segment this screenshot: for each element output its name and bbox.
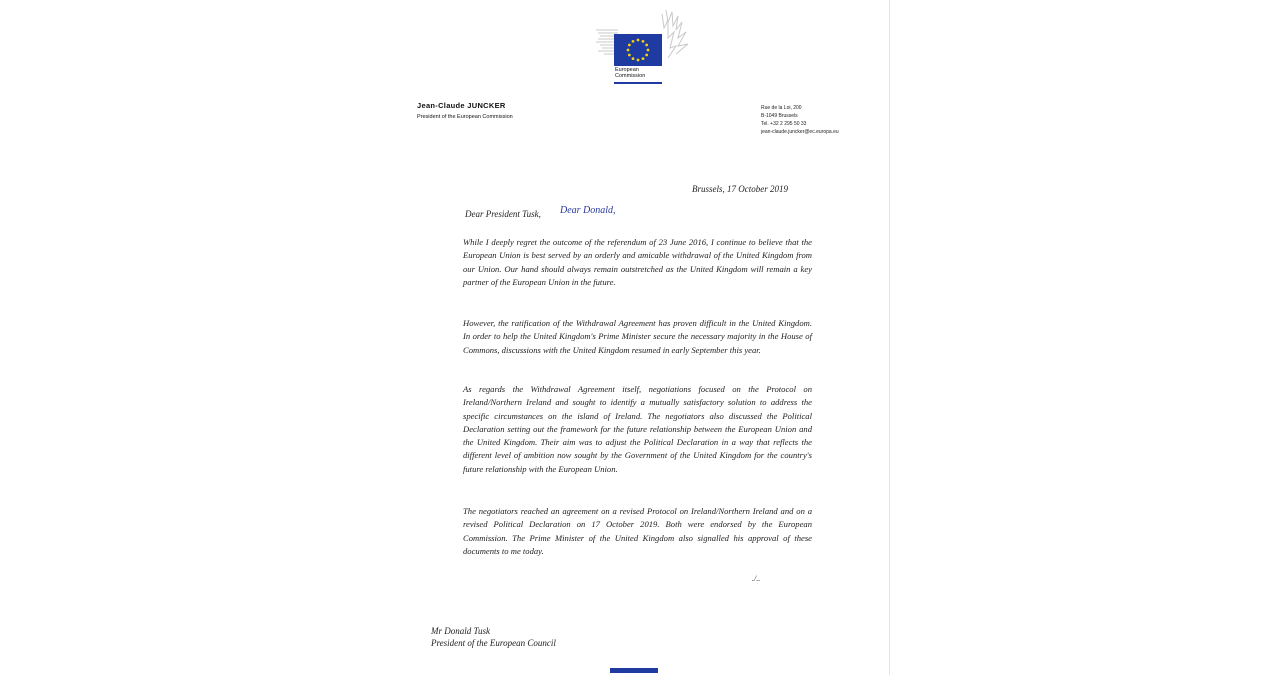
european-commission-logo [590, 8, 694, 82]
recipient-block [431, 625, 556, 649]
recipient-name: Mr Donald Tusk [431, 626, 491, 636]
flag-star [647, 49, 650, 52]
flag-star [628, 54, 631, 57]
sender-address [761, 104, 839, 136]
flag-star [637, 39, 640, 42]
paragraph-4: The negotiators reached an agreement on a revised Protocol on Ireland/Northern Ireland and on a revised Political Declaration on 17 October 2019. Both were endorsed by the European Commission. The Prime Minister of the United Kingdom also signalled his approval of these documents to me today. [463, 506, 812, 556]
flag-star [632, 40, 635, 43]
continuation-mark: ./.. [752, 574, 761, 583]
address-email: jean-claude.juncker@ec.europa.eu [761, 129, 839, 135]
flag-star [632, 57, 635, 60]
address-line-2: B-1049 Brussels [761, 113, 798, 119]
flag-star [642, 57, 645, 60]
handwritten-greeting: Dear Donald, [560, 205, 616, 216]
paragraph-2: However, the ratification of the Withdrawal Agreement has proven difficult in the United Kingdom. In order to help the United Kingdom's Prime Minister secure the necessary majority in the House of Commons, discussions with the United Kingdom resumed in early September this year. [463, 318, 812, 355]
flag-star [627, 49, 630, 52]
paragraph-3: As regards the Withdrawal Agreement itself, negotiations focused on the Protocol on Ireland/Northern Ireland and sought to identify a mutually satisfactory solution to address the specific circumstances on the island of Ireland. The negotiators also discussed the Political Declaration setting out the framework for the future relationship between the European Union and the United Kingdom. Their aim was to adjust the Political Declaration in a way that reflects the different level of ambition now sought by the Government of the United Kingdom for the country's future relationship with the European Union. [463, 384, 812, 474]
letter-date: Brussels, 17 October 2019 [692, 184, 788, 194]
logo-line-1: European [615, 67, 639, 73]
logo-line-2: Commission [615, 73, 646, 79]
logo-text [615, 67, 645, 79]
salutation: Dear President Tusk, [465, 209, 541, 219]
flag-star [628, 44, 631, 47]
sender-role: President of the European Commission [417, 114, 513, 120]
page-edge [889, 0, 890, 675]
recipient-role: President of the European Council [431, 638, 556, 648]
paragraph-1: While I deeply regret the outcome of the referendum of 23 June 2016, I continue to believe that the European Union is best served by an orderly and amicable withdrawal of the United Kingdom from our Union. Our hand should always remain outstretched as the United Kingdom will remain a key partner of the European Union in the future. [463, 237, 812, 287]
eu-flag-icon [614, 34, 662, 66]
logo-underline [614, 82, 662, 84]
flag-star [637, 59, 640, 62]
address-line-3: Tel. +32 2 295 50 33 [761, 121, 807, 127]
flag-star [645, 54, 648, 57]
sender-block [417, 101, 513, 120]
address-line-1: Rue de la Loi, 200 [761, 105, 802, 111]
flag-star [645, 44, 648, 47]
footer-bar [610, 668, 658, 673]
sender-name: Jean-Claude JUNCKER [417, 101, 506, 110]
flag-star [642, 40, 645, 43]
